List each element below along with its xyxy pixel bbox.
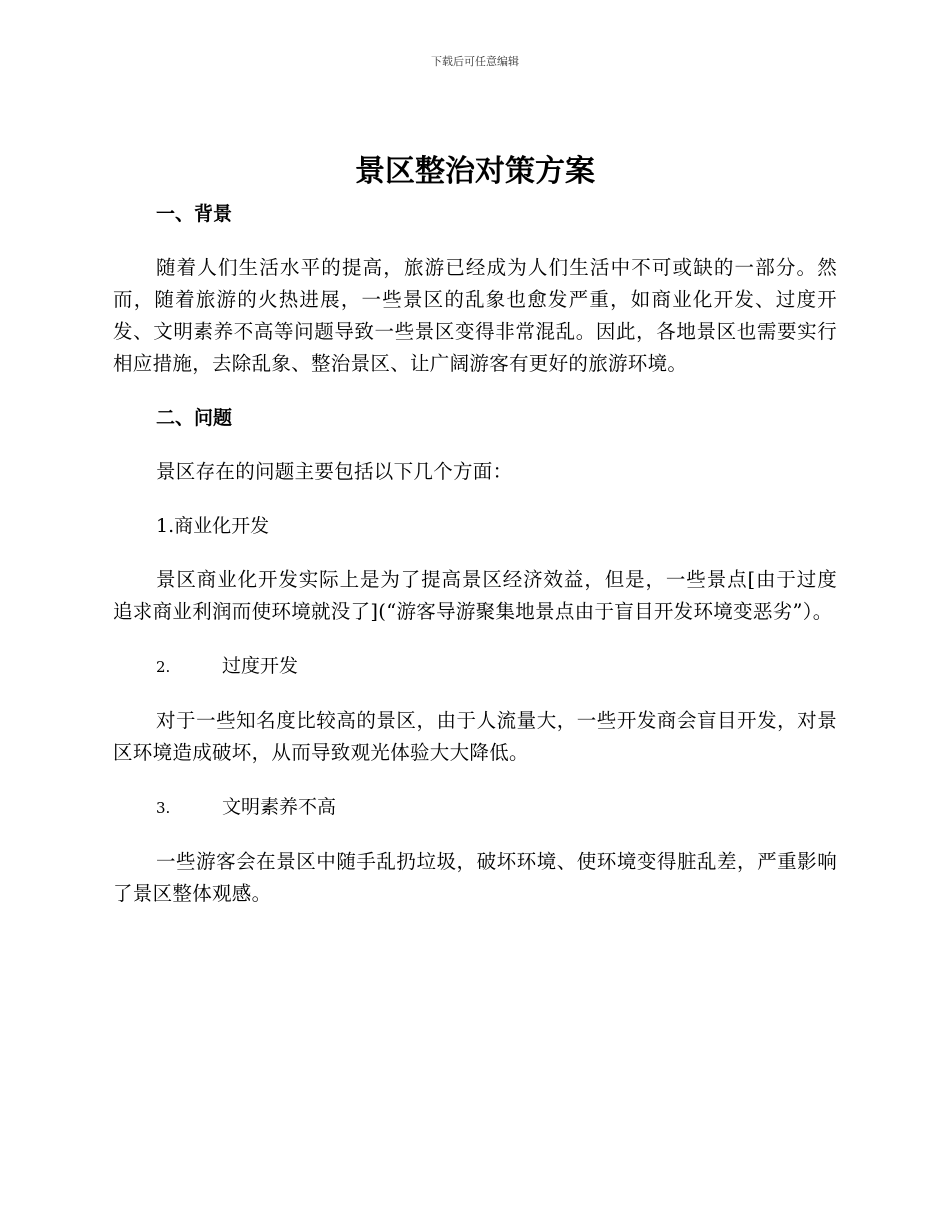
header-note: 下载后可任意编辑: [431, 55, 519, 68]
background-paragraph: 随着人们生活水平的提高，旅游已经成为人们生活中不可或缺的一部分。然而，随着旅游的火热进展，一些景区的乱象也愈发严重，如商业化开发、过度开发、文明素养不高等问题导致一些景区变得非常混乱。因此，各地景区也需要实行相应措施，去除乱象、整治景区、让广阔游客有更好的旅游环境。: [113, 256, 837, 375]
problem-item-2-paragraph: 对于一些知名度比较高的景区，由于人流量大，一些开发商会盲目开发，对景区环境造成破坏，从而导致观光体验大大降低。: [113, 709, 837, 764]
problem-item-2-number: 2.: [156, 658, 171, 676]
section-heading-background: 一、背景: [156, 203, 233, 225]
problem-item-1-title: [113, 510, 837, 542]
problem-item-3-label: 文明素养不高: [222, 796, 337, 818]
problem-item-3-number: 3.: [156, 799, 171, 817]
problem-item-1-paragraph: 景区商业化开发实际上是为了提高景区经济效益，但是，一些景点[由于过度追求商业利润而使环境就没了](“游客导游聚集地景点由于盲目开发环境变恶劣”）。: [113, 568, 837, 623]
document-body: [113, 150, 837, 910]
problem-item-2-title: [113, 650, 837, 683]
problem-item-3-title: [113, 791, 837, 824]
problem-item-2-label: 过度开发: [222, 655, 299, 677]
problem-item-1-label: 商业化开发: [174, 515, 270, 537]
problem-item-3-paragraph: 一些游客会在景区中随手乱扔垃圾，破坏环境、使环境变得脏乱差，严重影响了景区整体观感。: [113, 850, 837, 905]
problem-item-1-number: 1.: [156, 515, 175, 537]
document-title: 景区整治对策方案: [355, 154, 595, 189]
problems-intro: 景区存在的问题主要包括以下几个方面：: [156, 460, 513, 483]
section-heading-problems: 二、问题: [156, 407, 233, 429]
